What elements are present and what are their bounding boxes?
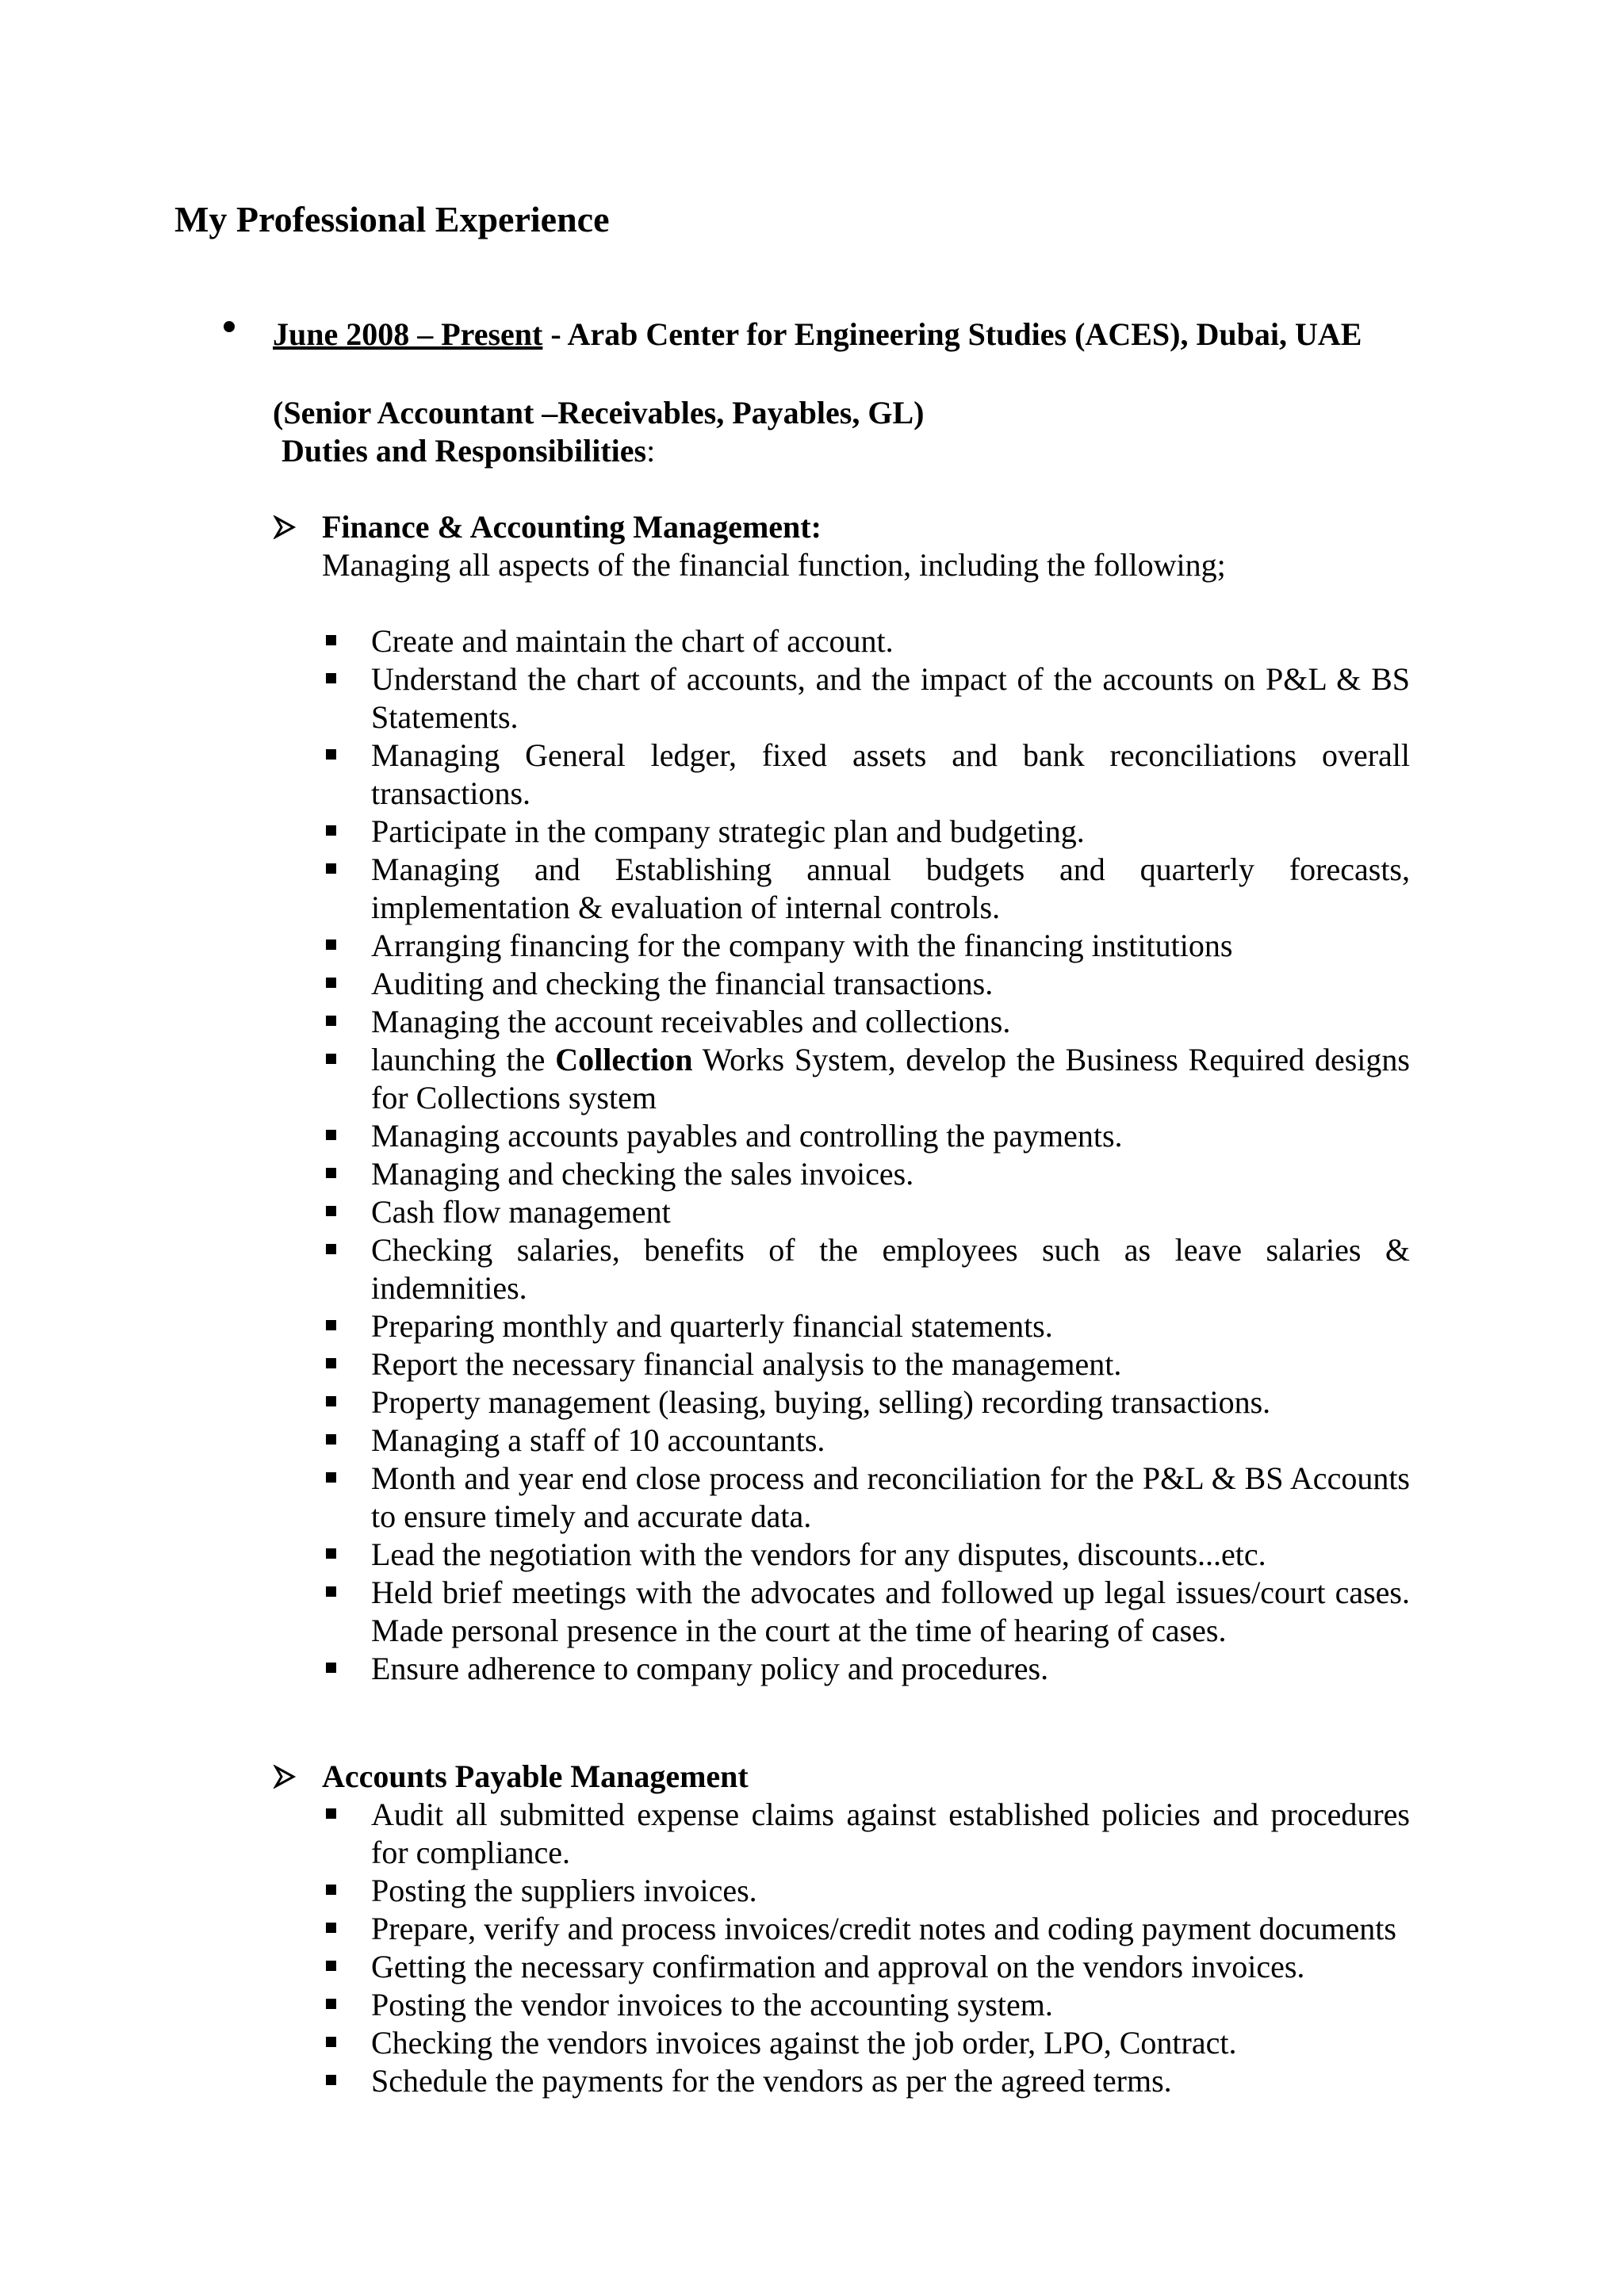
list-item [0,1650,1410,1688]
list-item [0,2062,1410,2100]
list-item [0,1003,1410,1041]
list-item-text: Schedule the payments for the vendors as per the agreed terms. [371,2063,1172,2099]
list-item-text: Managing and Establishing annual budgets and quarterly forecasts, implementation & evaluation of internal controls. [371,851,1410,925]
list-item-text: Understand the chart of accounts, and the impact of the accounts on P&L & BS Statements. [371,661,1410,735]
square-bullet-icon [326,1206,336,1216]
list-item-text: Create and maintain the chart of account. [371,623,894,659]
list-item-bold-text: Collection [555,1042,693,1077]
square-bullet-icon [326,1885,336,1895]
list-item [0,1910,1410,1948]
list-item [0,1307,1410,1345]
list-item [0,1460,1410,1536]
list-item-text: launching the [371,1042,556,1077]
finance-section-heading: Finance & Accounting Management: [322,509,822,545]
duties-label: Duties and Responsibilities [282,433,647,469]
list-item [0,1345,1410,1383]
list-item [0,1796,1410,1872]
square-bullet-icon [326,1434,336,1445]
square-bullet-icon [326,825,336,836]
list-item [0,1986,1410,2024]
list-item [0,1948,1410,1986]
arrow-bullet-icon [273,515,297,539]
list-item-text: Checking salaries, benefits of the employees such as leave salaries & indemnities. [371,1232,1410,1306]
job-role: (Senior Accountant –Receivables, Payables, GL) [273,395,925,430]
list-item [0,660,1410,737]
list-item-text: Checking the vendors invoices against the job order, LPO, Contract. [371,2025,1237,2061]
list-item-text: Posting the suppliers invoices. [371,1873,757,1908]
square-bullet-icon [326,1244,336,1254]
list-item-text: Month and year end close process and reconciliation for the P&L & BS Accounts to ensure timely and accurate data. [371,1460,1410,1534]
list-item [0,737,1410,813]
list-item-text: Report the necessary financial analysis to the management. [371,1346,1122,1382]
page-title: My Professional Experience [174,199,610,239]
job-separator: - [542,316,568,352]
list-item-text: Managing accounts payables and controlling the payments. [371,1118,1123,1154]
list-item [0,1574,1410,1650]
list-item-text: Participate in the company strategic plan and budgeting. [371,813,1085,849]
list-item-text: Prepare, verify and process invoices/credit notes and coding payment documents [371,1911,1396,1946]
square-bullet-icon [326,1808,336,1819]
square-bullet-icon [326,673,336,683]
square-bullet-icon [326,1396,336,1406]
list-item-text: Getting the necessary confirmation and approval on the vendors invoices. [371,1949,1305,1984]
list-item-text: Arranging financing for the company with the financing institutions [371,928,1233,963]
list-item [0,1383,1410,1422]
bullet-dot-icon [224,321,235,332]
square-bullet-icon [326,635,336,645]
list-item [0,927,1410,965]
list-item-text: Posting the vendor invoices to the accounting system. [371,1987,1053,2022]
duties-colon: : [646,433,656,469]
payable-duties-list [0,1796,1624,2100]
list-item-text: Audit all submitted expense claims against established policies and procedures for compliance. [371,1797,1410,1870]
square-bullet-icon [326,1016,336,1026]
square-bullet-icon [326,1472,336,1483]
list-item [0,1872,1410,1910]
list-item [0,965,1410,1003]
square-bullet-icon [326,1320,336,1330]
square-bullet-icon [326,2037,336,2047]
square-bullet-icon [326,1961,336,1971]
square-bullet-icon [326,1923,336,1933]
list-item [0,1117,1410,1155]
list-item [0,813,1410,851]
list-item-text: Managing a staff of 10 accountants. [371,1422,825,1458]
list-item-text: Ensure adherence to company policy and procedures. [371,1651,1049,1686]
square-bullet-icon [326,1663,336,1673]
square-bullet-icon [326,1548,336,1559]
list-item [0,1422,1410,1460]
square-bullet-icon [326,1054,336,1064]
job-employer: Arab Center for Engineering Studies (ACES), Dubai, UAE [567,316,1362,352]
list-item-text: Cash flow management [371,1194,671,1230]
square-bullet-icon [326,978,336,988]
square-bullet-icon [326,1168,336,1178]
square-bullet-icon [326,749,336,760]
job-header [273,316,1415,354]
job-date: June 2008 – Present [273,316,543,352]
list-item [0,2024,1410,2062]
square-bullet-icon [326,863,336,874]
list-item [0,1536,1410,1574]
square-bullet-icon [326,1999,336,2009]
list-item-text: Lead the negotiation with the vendors for any disputes, discounts...etc. [371,1536,1266,1572]
duties-heading [282,432,655,470]
list-item [0,622,1410,660]
list-item-text: Preparing monthly and quarterly financial statements. [371,1308,1053,1344]
list-item-text: Property management (leasing, buying, selling) recording transactions. [371,1384,1271,1420]
list-item-text: Held brief meetings with the advocates and followed up legal issues/court cases. Made personal presence in the court at the time of hearing of cases. [371,1575,1410,1648]
list-item-text: Managing General ledger, fixed assets and bank reconciliations overall transactions. [371,737,1410,811]
list-item-text: Works System, develop the Business Required designs for Collections system [371,1042,1410,1115]
square-bullet-icon [326,1586,336,1597]
list-item [0,851,1410,927]
list-item [0,1155,1410,1193]
list-item [0,1041,1410,1117]
list-item-text: Managing the account receivables and collections. [371,1004,1011,1039]
list-item [0,1193,1410,1231]
square-bullet-icon [326,939,336,950]
square-bullet-icon [326,1358,336,1368]
arrow-bullet-icon [273,1765,297,1789]
square-bullet-icon [326,1130,336,1140]
payable-section-heading: Accounts Payable Management [322,1758,749,1794]
list-item-text: Auditing and checking the financial transactions. [371,966,994,1001]
list-item [0,1231,1410,1307]
square-bullet-icon [326,2075,336,2085]
finance-section-intro: Managing all aspects of the financial function, including the following; [322,547,1226,583]
finance-duties-list [0,622,1624,1688]
list-item-text: Managing and checking the sales invoices. [371,1156,914,1192]
